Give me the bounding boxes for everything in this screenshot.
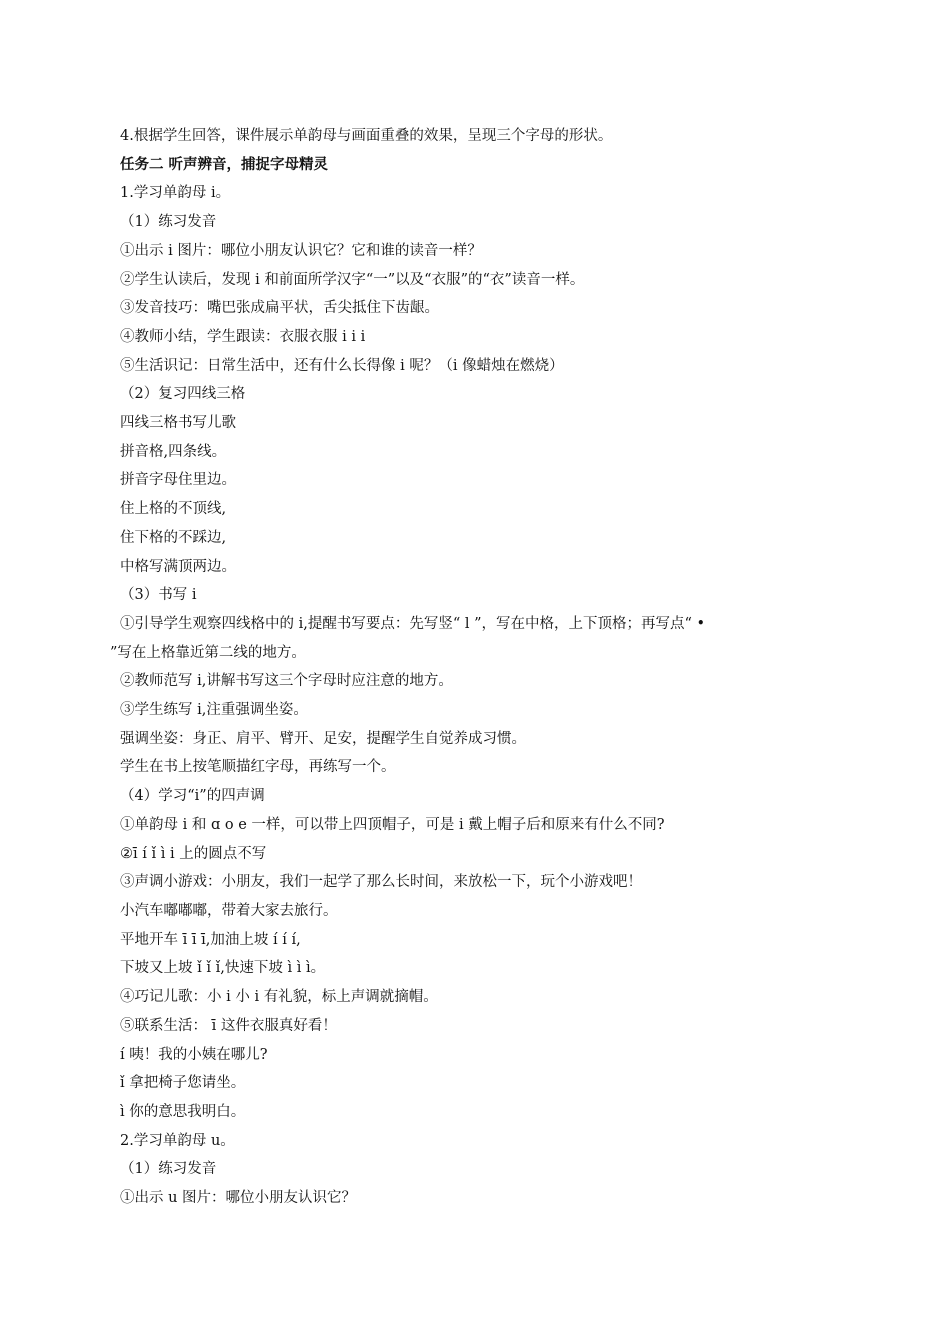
text-line: （4）学习“i”的四声调 xyxy=(120,788,265,805)
text-line: ③发音技巧：嘴巴张成扁平状，舌尖抵住下齿龈。 xyxy=(120,300,439,317)
text-line: 拼音字母住里边。 xyxy=(120,472,236,489)
document-body xyxy=(110,122,860,1213)
text-line: 拼音格,四条线。 xyxy=(120,443,227,460)
section-heading: 任务二 听声辨音，捕捉字母精灵 xyxy=(120,155,329,173)
text-line: ②教师范写 i,讲解书写这三个字母时应注意的地方。 xyxy=(120,673,453,690)
text-line: 住下格的不踩边, xyxy=(120,529,227,546)
text-line: 4.根据学生回答，课件展示单韵母与画面重叠的效果，呈现三个字母的形状。 xyxy=(120,128,613,144)
text-line: ì 你的意思我明白。 xyxy=(120,1103,246,1120)
text-line: 小汽车嘟嘟嘟，带着大家去旅行。 xyxy=(120,902,338,919)
text-line: ④巧记儿歌：小 i 小 i 有礼貌，标上声调就摘帽。 xyxy=(120,989,438,1006)
text-line: ②ī í ǐ ì i 上的圆点不写 xyxy=(120,845,267,862)
text-line: ①出示 i 图片：哪位小朋友认识它？它和谁的读音一样？ xyxy=(120,242,482,259)
text-line: 学生在书上按笔顺描红字母，再练写一个。 xyxy=(120,759,396,776)
text-line: 四线三格书写儿歌 xyxy=(120,415,236,432)
text-line: 平地开车 ī ī ī,加油上坡 í í í, xyxy=(120,931,301,948)
text-line: ③声调小游戏：小朋友，我们一起学了那么长时间，来放松一下，玩个小游戏吧！ xyxy=(120,874,642,891)
text-line: í 咦！我的小姨在哪儿? xyxy=(120,1046,268,1063)
text-line: ⑤联系生活： ī 这件衣服真好看！ xyxy=(120,1017,337,1034)
text-line: ①出示 u 图片：哪位小朋友认识它？ xyxy=(120,1190,357,1207)
text-line: 中格写满顶两边。 xyxy=(120,558,236,575)
text-line: ”写在上格靠近第二线的地方。 xyxy=(110,644,306,661)
text-line: （3）书写 i xyxy=(120,587,197,604)
text-line: ǐ 拿把椅子您请坐。 xyxy=(120,1075,246,1092)
text-line: （1）练习发音 xyxy=(120,1161,217,1178)
text-line: 1.学习单韵母 i。 xyxy=(120,185,231,202)
text-line: ②学生认读后，发现 i 和前面所学汉字“一”以及“衣服”的“衣”读音一样。 xyxy=(120,271,585,288)
text-line: 强调坐姿：身正、肩平、臂开、足安，提醒学生自觉养成习惯。 xyxy=(120,730,526,747)
text-line: ④教师小结，学生跟读：衣服衣服 i i i xyxy=(120,328,366,345)
text-line: ⑤生活识记：日常生活中，还有什么长得像 i 呢？（i 像蜡烛在燃烧） xyxy=(120,357,564,374)
text-line: 住上格的不顶线, xyxy=(120,501,227,518)
text-line: 下坡又上坡 ǐ ǐ ǐ,快速下坡 ì ì ì。 xyxy=(120,960,326,977)
text-line: （1）练习发音 xyxy=(120,214,217,231)
text-line: （2）复习四线三格 xyxy=(120,386,246,403)
text-line: ①单韵母 i 和 ɑ o e 一样，可以带上四顶帽子，可是 i 戴上帽子后和原来有什么不同? xyxy=(120,816,665,833)
text-line: 2.学习单韵母 u。 xyxy=(120,1132,235,1149)
text-line: ③学生练写 i,注重强调坐姿。 xyxy=(120,702,308,719)
text-line: ①引导学生观察四线格中的 i,提醒书写要点：先写竖“ l ”，写在中格，上下顶格；再写点“ • xyxy=(120,615,706,632)
